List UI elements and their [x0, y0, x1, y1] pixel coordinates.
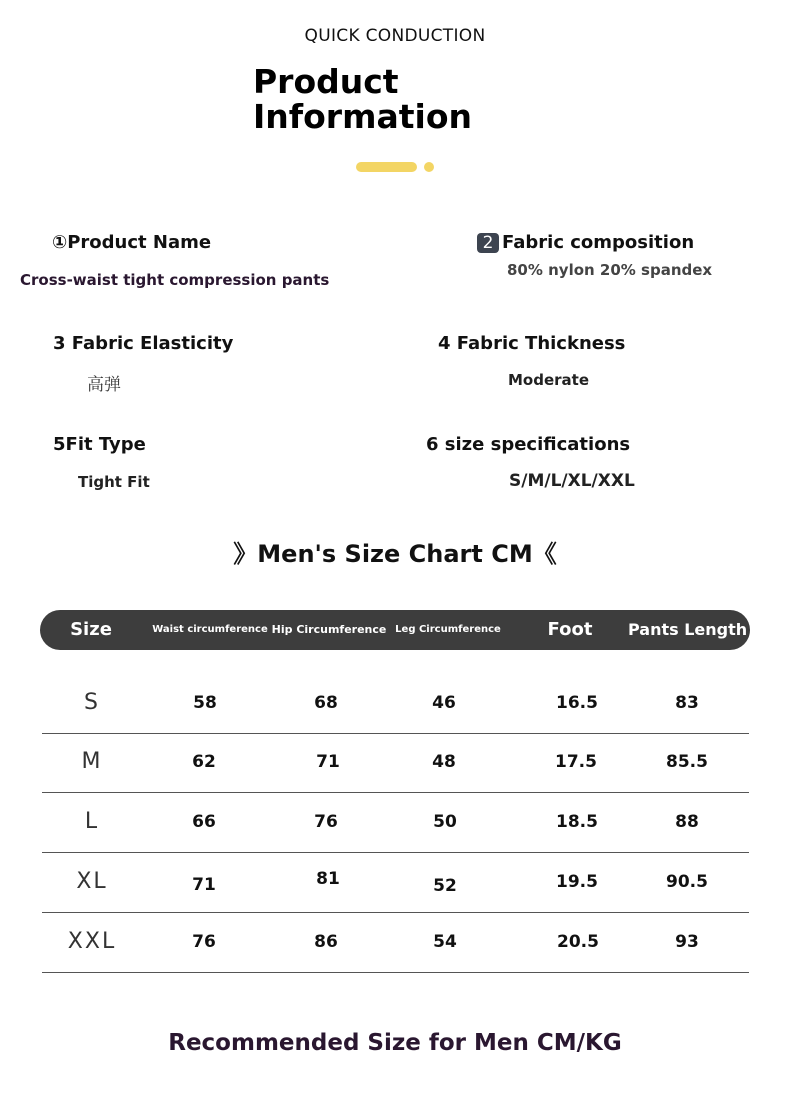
- fabric-elasticity-value: 高弹: [87, 375, 121, 395]
- cell-size: L: [84, 809, 100, 834]
- cell-foot: 18.5: [556, 812, 598, 832]
- cell-hip: 86: [314, 932, 338, 952]
- column-header-hip: Hip Circumference: [271, 623, 387, 636]
- fabric-thickness-value: Moderate: [508, 371, 590, 389]
- cell-size: XL: [76, 869, 108, 894]
- cell-leg: 46: [432, 693, 456, 713]
- number-badge-icon: 2: [477, 233, 499, 253]
- cell-foot: 16.5: [556, 693, 598, 713]
- size-specifications-title: 6 size specifications: [426, 434, 631, 455]
- cell-pants-length: 85.5: [666, 752, 708, 772]
- cell-leg: 52: [433, 876, 457, 896]
- cell-leg: 50: [433, 812, 457, 832]
- cell-waist: 58: [193, 693, 217, 713]
- fabric-composition-title: [477, 232, 694, 253]
- table-header: [40, 610, 750, 650]
- cell-leg: 48: [432, 752, 456, 772]
- cell-foot: 19.5: [556, 872, 598, 892]
- cell-size: M: [81, 749, 103, 774]
- size-chart-title: 》Men's Size Chart CM《: [233, 540, 557, 568]
- fabric-composition-value: 80% nylon 20% spandex: [507, 261, 713, 279]
- table-row: [42, 912, 749, 973]
- cell-waist: 62: [192, 752, 216, 772]
- recommended-size-title: Recommended Size for Men CM/KG: [168, 1030, 622, 1056]
- cell-pants-length: 88: [675, 812, 699, 832]
- table-row: [42, 673, 749, 734]
- cell-hip: 81: [316, 869, 340, 889]
- cell-waist: 66: [192, 812, 216, 832]
- cell-foot: 17.5: [555, 752, 597, 772]
- column-header-pants-length: Pants Length: [628, 620, 748, 639]
- page-title-line-2: Information: [253, 97, 472, 136]
- cell-leg: 54: [433, 932, 457, 952]
- fabric-thickness-title: 4 Fabric Thickness: [438, 333, 626, 354]
- table-row: [42, 852, 749, 913]
- decorative-bar: [356, 162, 417, 172]
- size-specifications-value: S/M/L/XL/XXL: [509, 471, 635, 491]
- cell-hip: 71: [316, 752, 340, 772]
- column-header-waist: Waist circumference: [152, 624, 268, 635]
- cell-size: XXL: [67, 929, 117, 954]
- cell-pants-length: 90.5: [666, 872, 708, 892]
- cell-hip: 68: [314, 693, 338, 713]
- cell-waist: 76: [192, 932, 216, 952]
- column-header-size: Size: [70, 619, 112, 640]
- decorative-dot: [424, 162, 434, 172]
- cell-pants-length: 83: [675, 693, 699, 713]
- fabric-composition-label: Fabric composition: [502, 232, 695, 253]
- table-row: [42, 792, 749, 853]
- product-name-value: Cross-waist tight compression pants: [20, 271, 330, 289]
- fit-type-title: 5Fit Type: [53, 434, 146, 455]
- page-title-line-1: Product: [253, 62, 399, 101]
- cell-foot: 20.5: [557, 932, 599, 952]
- eyebrow-text: QUICK CONDUCTION: [304, 26, 486, 46]
- fit-type-value: Tight Fit: [78, 473, 150, 491]
- column-header-foot: Foot: [547, 619, 593, 640]
- cell-hip: 76: [314, 812, 338, 832]
- cell-size: S: [84, 690, 100, 715]
- fabric-elasticity-title: 3 Fabric Elasticity: [53, 333, 234, 354]
- table-row: [42, 732, 749, 793]
- cell-waist: 71: [192, 875, 216, 895]
- column-header-leg: Leg Circumference: [395, 624, 501, 635]
- product-name-title: ①Product Name: [52, 232, 212, 253]
- cell-pants-length: 93: [675, 932, 699, 952]
- page-title: [253, 64, 472, 134]
